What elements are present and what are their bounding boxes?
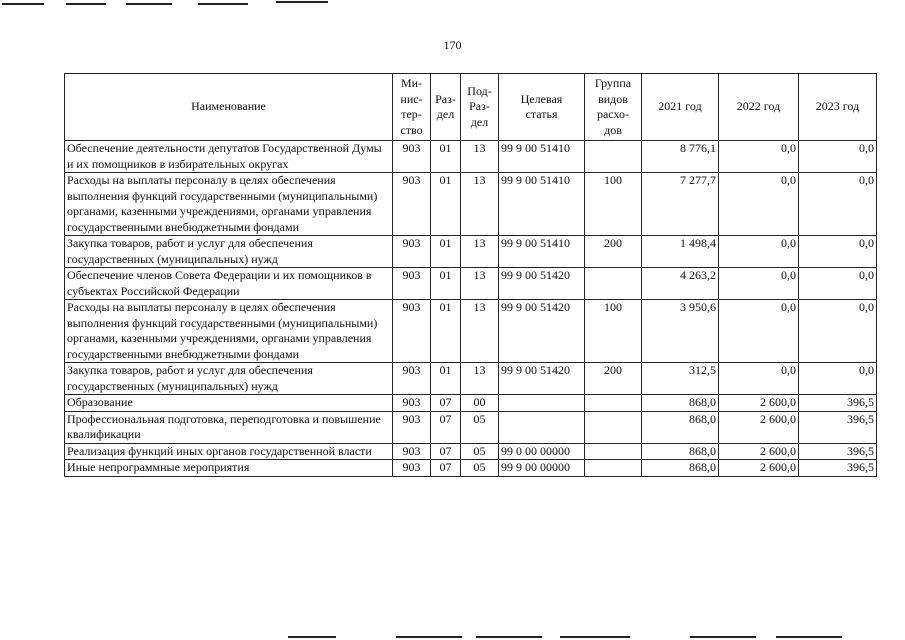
row-ministry: 903 (393, 236, 431, 268)
row-group (585, 443, 642, 460)
row-subsection: 13 (461, 141, 499, 173)
row-2022: 2 600,0 (719, 443, 799, 460)
header-ministry-line: Ми- нис- тер- ство (400, 76, 423, 137)
scan-artifact-line (690, 636, 756, 638)
row-section: 01 (431, 268, 461, 300)
table-row (65, 411, 877, 443)
row-name: Иные непрограммные мероприятия (65, 460, 393, 477)
scan-artifact-line (276, 1, 328, 3)
row-2021: 1 498,4 (642, 236, 719, 268)
row-target: 99 9 00 51420 (499, 363, 585, 395)
row-ministry: 903 (393, 141, 431, 173)
header-subsection (461, 74, 499, 141)
budget-table (64, 73, 877, 477)
row-subsection: 05 (461, 411, 499, 443)
header-2021: 2021 год (642, 74, 719, 141)
row-group (585, 395, 642, 412)
scan-artifact-line (776, 636, 842, 638)
row-group (585, 141, 642, 173)
scan-artifact-line (198, 3, 248, 5)
row-ministry: 903 (393, 173, 431, 236)
scan-artifact-line (66, 3, 106, 5)
row-subsection: 13 (461, 268, 499, 300)
row-2022: 0,0 (719, 300, 799, 363)
row-2021: 868,0 (642, 411, 719, 443)
row-group: 200 (585, 236, 642, 268)
row-name: Закупка товаров, работ и услуг для обеспечения государственных (муниципальных) нужд (65, 236, 393, 268)
row-target: 99 9 00 51420 (499, 268, 585, 300)
row-target: 99 0 00 00000 (499, 443, 585, 460)
row-group (585, 411, 642, 443)
row-ministry: 903 (393, 300, 431, 363)
row-subsection: 00 (461, 395, 499, 412)
row-ministry: 903 (393, 411, 431, 443)
row-subsection: 13 (461, 300, 499, 363)
row-2021: 4 263,2 (642, 268, 719, 300)
row-2023: 0,0 (799, 268, 877, 300)
row-section: 01 (431, 236, 461, 268)
row-target (499, 411, 585, 443)
row-2022: 2 600,0 (719, 411, 799, 443)
row-name: Реализация функций иных органов государственной власти (65, 443, 393, 460)
row-ministry: 903 (393, 363, 431, 395)
row-ministry: 903 (393, 460, 431, 477)
row-2023: 0,0 (799, 363, 877, 395)
row-name: Расходы на выплаты персоналу в целях обеспечения выполнения функций государственными (муниципальными) органами, казенными учреждениями, органами управления государственными внебюджетными фондами (65, 300, 393, 363)
row-2021: 868,0 (642, 395, 719, 412)
table-row (65, 460, 877, 477)
row-target: 99 9 00 51410 (499, 141, 585, 173)
row-section: 01 (431, 300, 461, 363)
row-group: 100 (585, 173, 642, 236)
table-row (65, 141, 877, 173)
header-ministry (393, 74, 431, 141)
header-section (431, 74, 461, 141)
header-section-line: Раз- дел (435, 91, 456, 121)
row-2023: 396,5 (799, 395, 877, 412)
row-2021: 8 776,1 (642, 141, 719, 173)
row-2023: 396,5 (799, 443, 877, 460)
row-2022: 2 600,0 (719, 395, 799, 412)
page-number: 170 (443, 38, 462, 52)
row-name: Обеспечение членов Совета Федерации и их помощников в субъектах Российской Федерации (65, 268, 393, 300)
row-subsection: 05 (461, 460, 499, 477)
row-target (499, 395, 585, 412)
row-name: Профессиональная подготовка, переподготовка и повышение квалификации (65, 411, 393, 443)
row-group: 200 (585, 363, 642, 395)
row-ministry: 903 (393, 268, 431, 300)
row-section: 07 (431, 460, 461, 477)
row-subsection: 13 (461, 173, 499, 236)
row-section: 07 (431, 443, 461, 460)
row-2023: 0,0 (799, 141, 877, 173)
row-2022: 0,0 (719, 268, 799, 300)
row-target: 99 9 00 51410 (499, 173, 585, 236)
row-target: 99 9 00 00000 (499, 460, 585, 477)
row-section: 01 (431, 173, 461, 236)
row-subsection: 13 (461, 363, 499, 395)
row-ministry: 903 (393, 395, 431, 412)
row-2022: 0,0 (719, 141, 799, 173)
row-target: 99 9 00 51410 (499, 236, 585, 268)
row-2023: 0,0 (799, 300, 877, 363)
row-2021: 7 277,7 (642, 173, 719, 236)
header-subsection-line: Под- Раз- дел (467, 83, 492, 129)
row-2023: 0,0 (799, 173, 877, 236)
row-subsection: 05 (461, 443, 499, 460)
table-row (65, 268, 877, 300)
row-2022: 0,0 (719, 363, 799, 395)
row-2023: 0,0 (799, 236, 877, 268)
header-group (585, 74, 642, 141)
table-row (65, 443, 877, 460)
row-2023: 396,5 (799, 411, 877, 443)
row-name: Обеспечение деятельности депутатов Государственной Думы и их помощников в избирательных округах (65, 141, 393, 173)
row-2022: 2 600,0 (719, 460, 799, 477)
header-target-line: Целевая статья (520, 91, 563, 121)
row-section: 01 (431, 141, 461, 173)
row-2021: 868,0 (642, 460, 719, 477)
row-subsection: 13 (461, 236, 499, 268)
row-2022: 0,0 (719, 173, 799, 236)
scan-artifact-line (396, 636, 462, 638)
row-group (585, 268, 642, 300)
row-group: 100 (585, 300, 642, 363)
header-group-line: Группа видов расхо- дов (594, 76, 632, 137)
header-name: Наименование (65, 74, 393, 141)
row-name: Закупка товаров, работ и услуг для обеспечения государственных (муниципальных) нужд (65, 363, 393, 395)
scan-artifact-line (2, 3, 44, 5)
row-name: Образование (65, 395, 393, 412)
row-section: 07 (431, 411, 461, 443)
scan-artifact-line (126, 3, 172, 5)
scan-artifact-line (560, 636, 630, 638)
table-row (65, 173, 877, 236)
scan-artifact-line (476, 636, 542, 638)
table-row (65, 363, 877, 395)
header-target (499, 74, 585, 141)
row-target: 99 9 00 51420 (499, 300, 585, 363)
header-2023: 2023 год (799, 74, 877, 141)
header-2022: 2022 год (719, 74, 799, 141)
row-2021: 868,0 (642, 443, 719, 460)
row-section: 07 (431, 395, 461, 412)
table-row (65, 395, 877, 412)
table-header-row (65, 74, 877, 141)
row-group (585, 460, 642, 477)
row-2021: 3 950,6 (642, 300, 719, 363)
row-2022: 0,0 (719, 236, 799, 268)
table-row (65, 236, 877, 268)
row-name: Расходы на выплаты персоналу в целях обеспечения выполнения функций государственными (муниципальными) органами, казенными учреждениями, органами управления государственными внебюджетными фондами (65, 173, 393, 236)
scan-artifact-line (288, 636, 336, 638)
row-section: 01 (431, 363, 461, 395)
table-row (65, 300, 877, 363)
row-2023: 396,5 (799, 460, 877, 477)
row-2021: 312,5 (642, 363, 719, 395)
row-ministry: 903 (393, 443, 431, 460)
